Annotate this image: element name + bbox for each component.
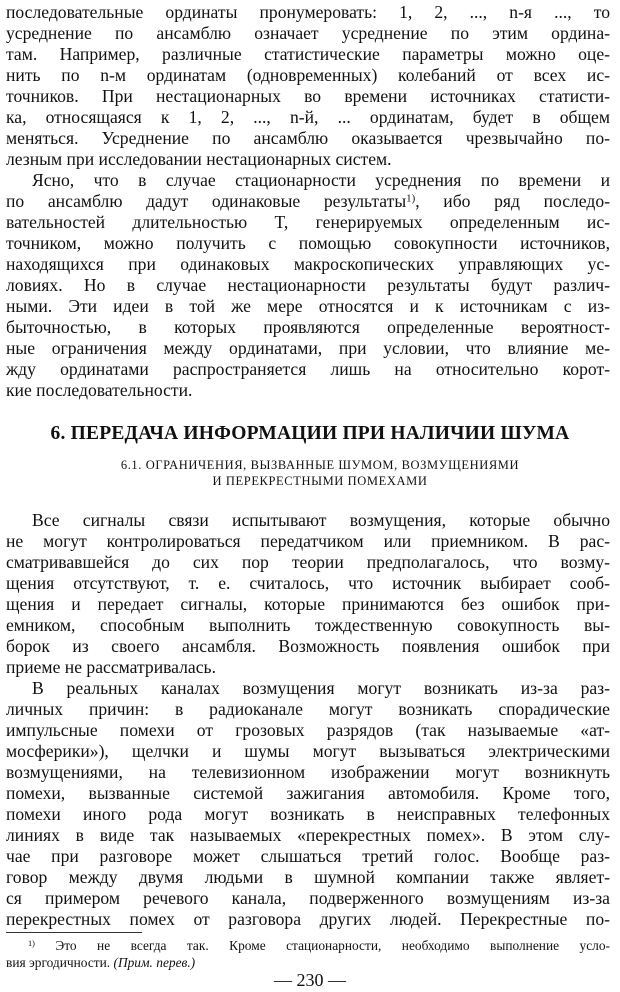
subsection-heading: 6.1. ОГРАНИЧЕНИЯ, ВЫЗВАННЫЕ ШУМОМ, ВОЗМУЩЕНИЯМИ	[120, 458, 520, 472]
text-line: вательностей длительностью T, генерируемых определенным ис-	[6, 212, 610, 232]
text-line: сматривавшейся до сих пор теории предполагалось, что возму-	[6, 552, 610, 572]
translator-note: (Прим. перев.)	[113, 955, 196, 970]
text-line: кие последовательности.	[6, 380, 193, 400]
text-fragment: , ибо ряд последо-	[415, 191, 610, 211]
footnote-rule	[6, 932, 142, 933]
text-line: возмущениями, на телевизионном изображении могут возникнуть	[6, 762, 610, 782]
text-line: ловиях. Но в случае нестационарности результаты будут различ-	[6, 275, 610, 295]
text-line: ся примером речевого канала, подверженного возмущениям из-за	[6, 888, 610, 908]
footnote-text: Это не всегда так. Кроме стационарности, необходимо выполнение усло-	[55, 938, 610, 953]
text-line: импульсные помехи от грозовых разрядов (так называемые «ат-	[6, 720, 610, 740]
text-line: говор между двумя людьми в шумной компании также являет-	[6, 867, 610, 887]
subsection-heading: И ПЕРЕКРЕСТНЫМИ ПОМЕХАМИ	[212, 474, 428, 488]
text-line: ные ограничения между ординатами, при условии, что влияние ме-	[6, 338, 610, 358]
text-line: не могут контролироваться передатчиком или приемником. В рас-	[6, 531, 610, 551]
text-line: чае при разговоре может слышаться третий голос. Вообще раз-	[6, 846, 610, 866]
text-line: перекрестных помех от разговора других людей. Перекрестные по-	[6, 909, 610, 929]
text-line: линиях в виде так называемых «перекрестных помех». В этом слу-	[6, 825, 610, 845]
text-line: точников. При нестационарных во времени источниках статисти-	[6, 86, 610, 106]
text-line: усреднение по ансамблю означает усреднение по этим ордина-	[6, 23, 610, 43]
text-line-with-footnote	[6, 191, 610, 211]
footnote-text: вия эргодичности.	[6, 955, 111, 970]
text-line: Ясно, что в случае стационарности усреднения по времени и	[32, 170, 610, 190]
text-line: помехи иного рода могут возникать в неисправных телефонных	[6, 804, 610, 824]
text-line: находящихся при одинаковых макроскопических управляющих ус-	[6, 254, 610, 274]
text-line: ка, относящаяся к 1, 2, ..., n-й, ... ординатам, будет в общем	[6, 107, 610, 127]
page-number: — 230 —	[274, 970, 346, 990]
text-line: щения отсутствуют, т. е. считалось, что источник выбирает сооб-	[6, 573, 610, 593]
text-line: там. Например, различные статистические параметры можно оце-	[6, 44, 610, 64]
text-line: мосферики»), щелчки и шумы могут вызываться электрическими	[6, 741, 610, 761]
text-line: быточностью, в которых проявляются определенные вероятност-	[6, 317, 610, 337]
text-line: жду ординатами распространяется лишь на относительно корот-	[6, 359, 610, 379]
text-line: помехи, вызванные системой зажигания автомобиля. Кроме того,	[6, 783, 610, 803]
text-line: ными. Эти идеи в той же мере относятся и к источникам с из-	[6, 296, 610, 316]
footnote-marker: 1)	[406, 192, 416, 205]
text-line: Все сигналы связи испытывают возмущения, которые обычно	[32, 510, 610, 530]
text-line: емником, способным выполнить тождественную совокупность вы-	[6, 615, 610, 635]
text-line: меняться. Усреднение по ансамблю оказывается чрезвычайно по-	[6, 128, 610, 148]
text-line: точником, можно получить с помощью совокупности источников,	[6, 233, 610, 253]
text-line: личных причин: в радиоканале могут возникать спорадические	[6, 699, 610, 719]
footnote-marker: 1)	[28, 938, 35, 948]
text-fragment: по ансамблю дадут одинаковые результаты	[6, 191, 407, 211]
text-line: последовательные ординаты пронумеровать: 1, 2, ..., n-я ..., то	[6, 2, 610, 22]
text-line: приеме не рассматривалась.	[6, 657, 216, 677]
section-heading: 6. ПЕРЕДАЧА ИНФОРМАЦИИ ПРИ НАЛИЧИИ ШУМА	[50, 423, 570, 444]
text-line: борок из своего ансамбля. Возможность появления ошибок при	[6, 636, 610, 656]
text-line: В реальных каналах возмущения могут возникать из-за раз-	[32, 678, 610, 698]
text-line: нить по n-м ординатам (одновременных) колебаний от всех ис-	[6, 65, 610, 85]
footnote-line	[28, 937, 610, 954]
text-line: щения и передает сигналы, которые принимаются без ошибок при-	[6, 594, 610, 614]
text-line: лезным при исследовании нестационарных систем.	[6, 149, 392, 169]
